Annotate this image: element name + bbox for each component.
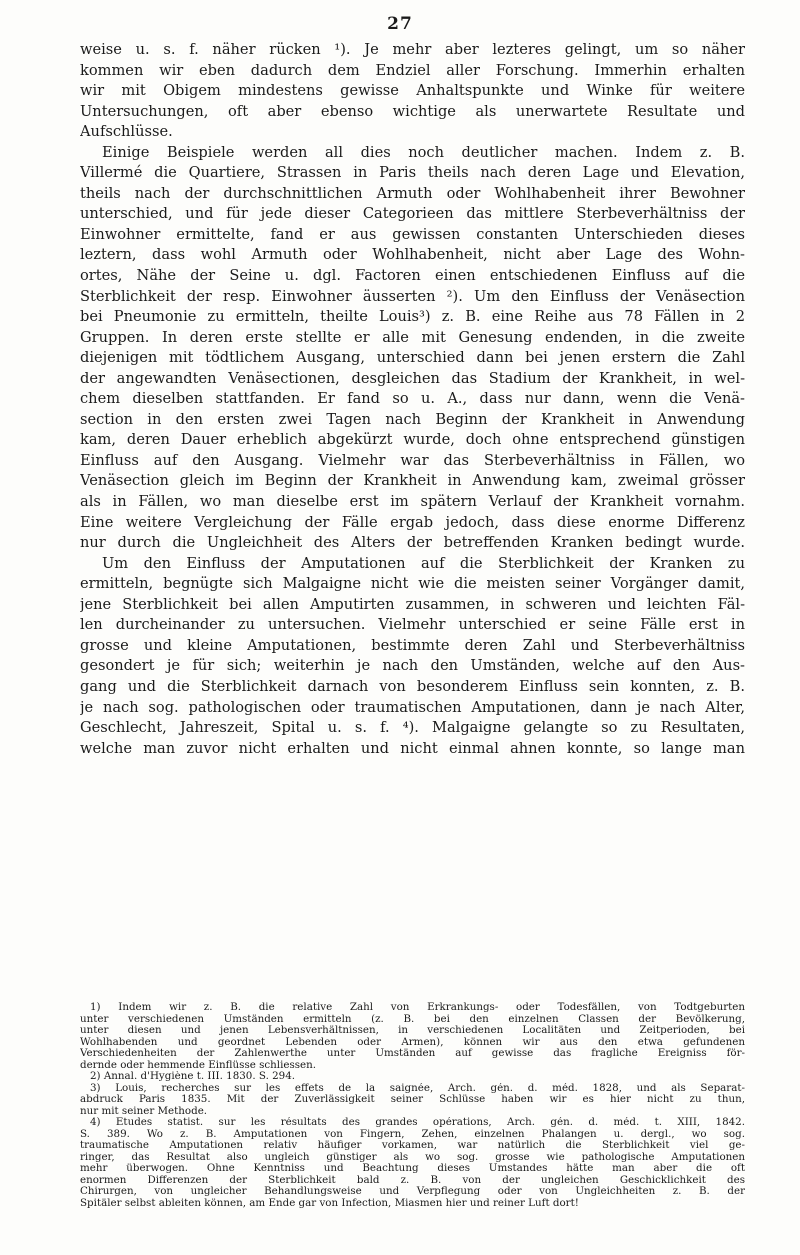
body-text-line: section in den ersten zwei Tagen nach Beginn der Krankheit in Anwendung xyxy=(80,410,745,428)
body-text-line: theils nach der durchschnittlichen Armuth oder Wohlhabenheit ihrer Bewohner xyxy=(80,184,745,202)
body-text-line: bei Pneumonie zu ermitteln, theilte Louis³) z. B. eine Reihe aus 78 Fällen in 2 xyxy=(80,308,745,326)
footnote-line: dernde oder hemmende Einflüsse schliessen. xyxy=(80,1059,317,1071)
page-number: 27 xyxy=(387,14,413,34)
body-text-line: unterschied, und für jede dieser Categorieen das mittlere Sterbeverhältniss der xyxy=(80,205,745,223)
body-text-line: ermitteln, begnügte sich Malgaigne nicht wie die meisten seiner Vorgänger damit, xyxy=(80,575,745,593)
footnote-line: 2) Annal. d'Hygiène t. III. 1830. S. 294. xyxy=(90,1071,296,1082)
body-text-line: weise u. s. f. näher rücken ¹). Je mehr aber lezteres gelingt, um so näher xyxy=(80,41,745,58)
body-text-line: Gruppen. In deren erste stellte er alle mit Genesung endenden, in die zweite xyxy=(80,328,745,346)
body-text-line: der angewandten Venäsectionen, desgleichen das Stadium der Krankheit, in wel- xyxy=(80,369,745,387)
body-text-line: jene Sterblichkeit bei allen Amputirten zusammen, in schweren und leichten Fäl- xyxy=(80,595,745,613)
body-text-line: kam, deren Dauer erheblich abgekürzt wurde, doch ohne entsprechend günstigen xyxy=(80,431,745,449)
footnote-line: unter diesen und jenen Lebensverhältnissen, in verschiedenen Localitäten und Zeitperioden, bei xyxy=(80,1025,745,1036)
body-text-line: Einfluss auf den Ausgang. Vielmehr war das Sterbeverhältniss in Fällen, wo xyxy=(80,451,745,469)
body-text-line: grosse und kleine Amputationen, bestimmte deren Zahl und Sterbeverhältniss xyxy=(80,636,745,654)
footnote-line: abdruck Paris 1835. Mit der Zuverlässigkeit seiner Schlüsse haben wir es hier nicht zu thun, xyxy=(80,1094,745,1105)
body-text-line: nur durch die Ungleichheit des Alters der betreffenden Kranken bedingt wurde. xyxy=(80,534,745,552)
body-text-line: Eine weitere Vergleichung der Fälle ergab jedoch, dass diese enorme Differenz xyxy=(80,513,745,531)
body-text-line: len durcheinander zu untersuchen. Vielmehr unterschied er seine Fälle erst in xyxy=(80,616,745,634)
body-text-line: Einwohner ermittelte, fand er aus gewissen constanten Unterschieden dieses xyxy=(80,225,745,243)
footnote-line: Chirurgen, von ungleicher Behandlungsweise und Verpflegung oder von Ungleichheiten z. B. der xyxy=(80,1186,745,1197)
body-text-line: gesondert je für sich; weiterhin je nach den Umständen, welche auf den Aus- xyxy=(80,657,745,675)
body-text-line: leztern, dass wohl Armuth oder Wohlhabenheit, nicht aber Lage des Wohn- xyxy=(80,246,745,264)
footnote-line: 1) Indem wir z. B. die relative Zahl von Erkrankungs- oder Todesfällen, von Todtgeburten xyxy=(90,1002,745,1013)
body-text-line: welche man zuvor nicht erhalten und nicht einmal ahnen konnte, so lange man xyxy=(80,739,745,757)
body-text-line: je nach sog. pathologischen oder traumatischen Amputationen, dann je nach Alter, xyxy=(80,698,745,716)
footnote-line: Verschiedenheiten der Zahlenwerthe unter Umständen auf gewisse das fragliche Ereigniss för- xyxy=(80,1048,745,1059)
body-text-line: diejenigen mit tödtlichem Ausgang, unterschied dann bei jenen erstern die Zahl xyxy=(80,349,745,367)
body-text-line: Einige Beispiele werden all dies noch deutlicher machen. Indem z. B. xyxy=(102,143,745,161)
body-text-line: Villermé die Quartiere, Strassen in Paris theils nach deren Lage und Elevation, xyxy=(80,164,745,182)
body-text-line: Sterblichkeit der resp. Einwohner äusserten ²). Um den Einfluss der Venäsection xyxy=(80,287,745,305)
body-text-line: chem dieselben stattfanden. Er fand so u. A., dass nur dann, wenn die Venä- xyxy=(80,390,745,408)
footnote-line: 4) Études statist. sur les résultats des grandes opérations, Arch. gén. d. méd. t. XIII, 1842. xyxy=(90,1117,745,1128)
footnotes xyxy=(80,1002,745,1209)
body-text-line: Geschlecht, Jahreszeit, Spital u. s. f. ⁴). Malgaigne gelangte so zu Resultaten, xyxy=(80,719,745,737)
body-text-line: Untersuchungen, oft aber ebenso wichtige als unerwartete Resultate und xyxy=(80,102,745,120)
body-text-line: gang und die Sterblichkeit darnach von besonderem Einfluss sein konnten, z. B. xyxy=(80,677,745,695)
footnote-line: nur mit seiner Methode. xyxy=(80,1105,208,1117)
footnote-line: Wohlhabenden und geordnet Lebenden oder Armen), können wir aus den etwa gefundenen xyxy=(80,1036,745,1048)
footnote-line: Spitäler selbst ableiten können, am Ende gar von Infection, Miasmen hier und reiner Luft dort! xyxy=(80,1197,579,1209)
footnote-line: traumatische Amputationen relativ häufiger vorkamen, war natürlich die Sterblichkeit viel ge- xyxy=(80,1140,745,1151)
body-text xyxy=(80,40,745,759)
body-text-line: ortes, Nähe der Seine u. dgl. Factoren einen entschiedenen Einfluss auf die xyxy=(80,267,745,285)
body-text-line: als in Fällen, wo man dieselbe erst im spätern Verlauf der Krankheit vornahm. xyxy=(80,493,745,511)
footnote-line: mehr überwogen. Ohne Kenntniss und Beachtung dieses Umstandes hätte man aber die oft xyxy=(80,1163,745,1174)
body-text-line: Venäsection gleich im Beginn der Krankheit in Anwendung kam, zweimal grösser xyxy=(80,472,745,490)
footnote-line: ringer, das Resultat also ungleich günstiger als wo sog. grosse wie pathologische Amputationen xyxy=(80,1151,745,1163)
body-text-line: Aufschlüsse. xyxy=(80,123,173,141)
body-text-line: wir mit Obigem mindestens gewisse Anhaltspunkte und Winke für weitere xyxy=(80,82,745,100)
footnote-line: S. 389. Wo z. B. Amputationen von Fingern, Zehen, einzelnen Phalangen u. dergl., wo sog. xyxy=(80,1128,745,1140)
footnote-line: 3) Louis, recherches sur les effets de la saignée, Arch. gén. d. méd. 1828, und als Separat- xyxy=(90,1082,745,1094)
body-text-line: kommen wir eben dadurch dem Endziel aller Forschung. Immerhin erhalten xyxy=(80,61,745,79)
footnote-line: unter verschiedenen Umständen ermitteln (z. B. bei den einzelnen Classen der Bevölkerung, xyxy=(80,1013,745,1025)
footnote-line: enormen Differenzen der Sterblichkeit bald z. B. von der ungleichen Geschicklichkeit des xyxy=(80,1174,745,1186)
body-text-line: Um den Einfluss der Amputationen auf die Sterblichkeit der Kranken zu xyxy=(102,554,745,572)
